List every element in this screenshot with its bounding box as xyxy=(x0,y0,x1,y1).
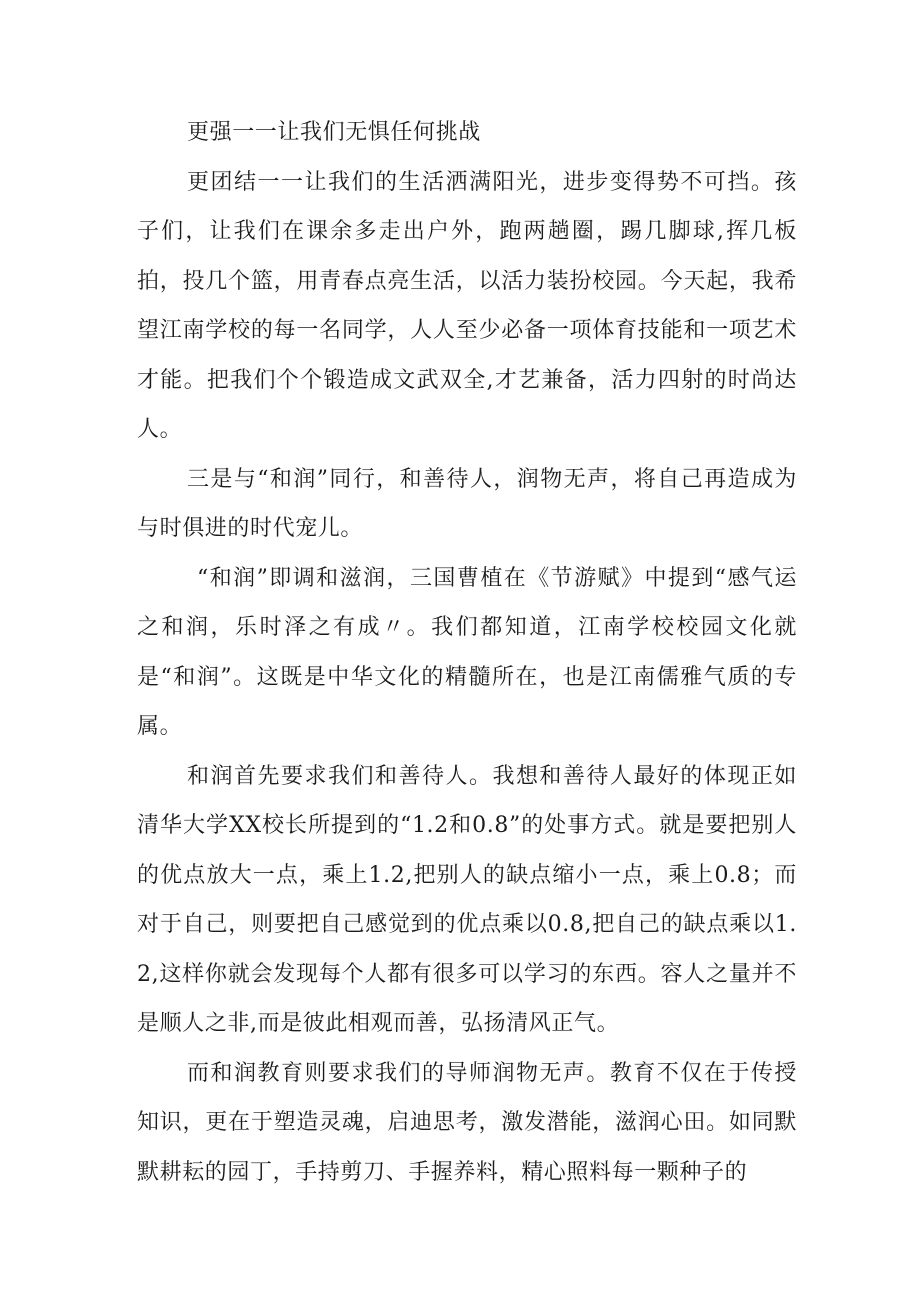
paragraph-1: 更强一一让我们无惧任何挑战 xyxy=(187,120,481,145)
paragraph-4: “和润”即调和滋润，三国曹植在《节游赋》中提到“感气运之和润，乐时泽之有成〃。我们都知道，江南学校校园文化就是“和润”。这既是中华文化的精髓所在，也是江南儒雅气质的专属。 xyxy=(137,565,797,739)
paragraph-5: 和润首先要求我们和善待人。我想和善待人最好的体现正如清华大学XX校长所提到的“1.2和0.8”的处事方式。就是要把别人的优点放大一点，乘上1.2,把别人的缺点缩小一点，乘上0.8；而对于自己，则要把自己感觉到的优点乘以0.8,把自己的缺点乘以1.2,这样你就会发现每个人都有很多可以学习的东西。容人之量并不是顺人之非,而是彼此相观而善，弘扬清风正气。 xyxy=(137,763,797,1036)
document-body xyxy=(137,108,797,1197)
paragraph-6: 而和润教育则要求我们的导师润物无声。教育不仅在于传授知识，更在于塑造灵魂，启迪思考，激发潜能，滋润心田。如同默默耕耘的园丁，手持剪刀、手握养料，精心照料每一颗种子的 xyxy=(137,1060,797,1185)
paragraph-2: 更团结一一让我们的生活洒满阳光，进步变得势不可挡。孩子们，让我们在课余多走出户外，跑两趟圈，踢几脚球,挥几板拍，投几个篮，用青春点亮生活，以活力装扮校园。今天起，我希望江南学校的每一名同学，人人至少必备一项体育技能和一项艺术才能。把我们个个锻造成文武双全,才艺兼备，活力四射的时尚达人。 xyxy=(137,169,797,442)
paragraph-3: 三是与“和润”同行，和善待人，润物无声，将自己再造成为与时俱进的时代宠儿。 xyxy=(137,466,797,541)
